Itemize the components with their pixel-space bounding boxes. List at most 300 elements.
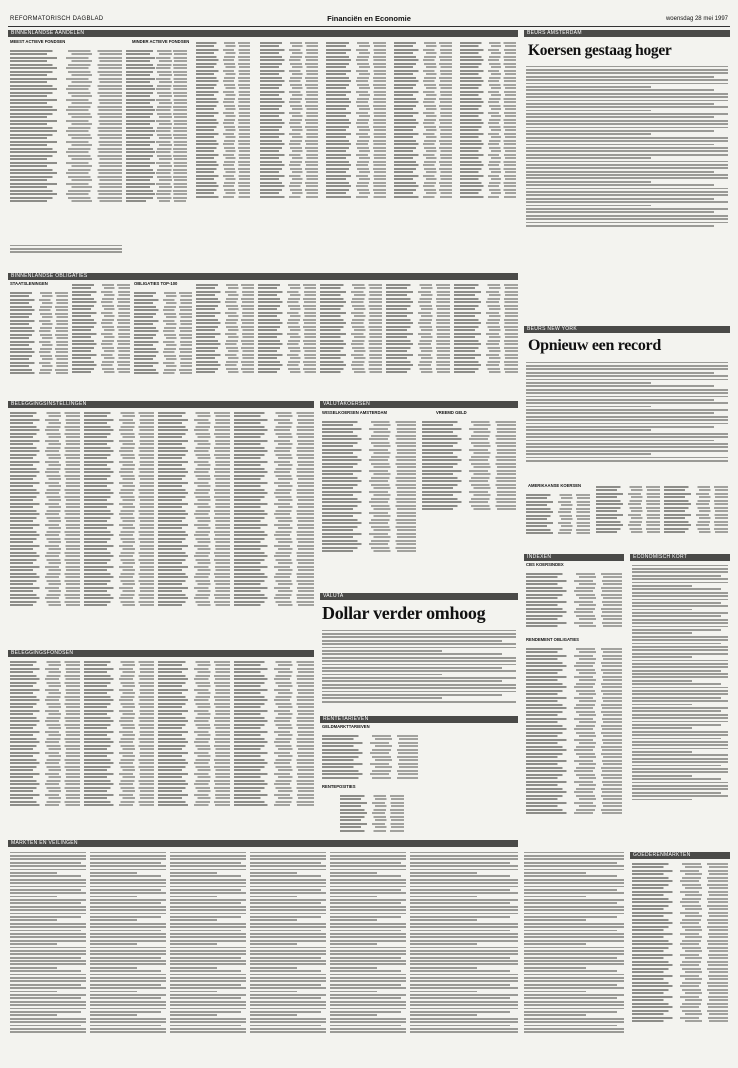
text-line bbox=[524, 970, 617, 972]
table-row bbox=[322, 515, 416, 517]
table-row bbox=[326, 140, 386, 142]
table-row bbox=[158, 661, 230, 663]
table-row bbox=[454, 312, 518, 314]
table-row bbox=[632, 915, 728, 917]
table-row bbox=[326, 49, 386, 51]
table-title-wisselkoersen: WISSELKOERSEN AMSTERDAM bbox=[322, 410, 387, 415]
text-line bbox=[250, 919, 297, 921]
table-row bbox=[132, 81, 187, 83]
table-row bbox=[10, 527, 80, 529]
text-line bbox=[330, 892, 406, 894]
table-row bbox=[460, 154, 516, 156]
table-row bbox=[84, 804, 154, 806]
text-line bbox=[410, 957, 510, 959]
table-row bbox=[320, 371, 382, 373]
table-row bbox=[386, 333, 450, 335]
table-row bbox=[632, 919, 728, 921]
text-line bbox=[410, 1031, 518, 1033]
table-row bbox=[10, 67, 122, 69]
table-row bbox=[234, 562, 314, 564]
table-row bbox=[84, 527, 154, 529]
text-line bbox=[90, 852, 166, 854]
table-row bbox=[596, 486, 660, 488]
text-line bbox=[330, 919, 377, 921]
text-line bbox=[410, 930, 510, 932]
table-row bbox=[234, 471, 314, 473]
table-row bbox=[72, 333, 130, 335]
table-row bbox=[10, 92, 122, 94]
text-line bbox=[250, 886, 326, 888]
table-row bbox=[158, 783, 230, 785]
table-row bbox=[84, 734, 154, 736]
text-line bbox=[330, 994, 406, 996]
text-line bbox=[10, 984, 81, 986]
table-row bbox=[84, 755, 154, 757]
table-row bbox=[326, 52, 386, 54]
table-row bbox=[460, 52, 516, 54]
text-line bbox=[10, 943, 57, 945]
table-row bbox=[526, 749, 622, 751]
table-row bbox=[10, 720, 80, 722]
text-line bbox=[250, 889, 321, 891]
table-row bbox=[234, 590, 314, 592]
table-row bbox=[422, 494, 516, 496]
table-row bbox=[132, 127, 187, 129]
table-row bbox=[234, 776, 314, 778]
table-row bbox=[460, 122, 516, 124]
table-row bbox=[326, 185, 386, 187]
table-row bbox=[10, 541, 80, 543]
text-line bbox=[170, 1025, 241, 1027]
table-row bbox=[10, 524, 80, 526]
table-row bbox=[10, 71, 122, 73]
table-row bbox=[322, 449, 416, 451]
text-line bbox=[250, 865, 326, 867]
table-row bbox=[632, 1017, 728, 1019]
table-row bbox=[234, 513, 314, 515]
table-row bbox=[72, 368, 130, 370]
table-row bbox=[234, 569, 314, 571]
text-line bbox=[322, 684, 516, 686]
table-row bbox=[10, 454, 80, 456]
text-line bbox=[322, 650, 442, 652]
table-row bbox=[158, 471, 230, 473]
text-line bbox=[632, 717, 728, 719]
text-line bbox=[170, 957, 241, 959]
table-row bbox=[394, 42, 452, 44]
table-row bbox=[454, 364, 518, 366]
table-row bbox=[158, 426, 230, 428]
text-line bbox=[524, 1004, 624, 1006]
table-row bbox=[460, 171, 516, 173]
table-title-geldmarkt: GELDMARKTTARIEVEN bbox=[322, 724, 370, 729]
table-row bbox=[158, 433, 230, 435]
table-row bbox=[386, 301, 450, 303]
text-line bbox=[526, 372, 714, 374]
table-row bbox=[386, 322, 450, 324]
table-row bbox=[196, 301, 254, 303]
table-row bbox=[460, 126, 516, 128]
index-table-1 bbox=[526, 571, 622, 637]
table-row bbox=[10, 426, 80, 428]
table-row bbox=[526, 594, 622, 596]
table-row bbox=[386, 326, 450, 328]
table-row bbox=[84, 724, 154, 726]
table-row bbox=[632, 1006, 728, 1008]
table-row bbox=[460, 178, 516, 180]
text-line bbox=[632, 782, 728, 784]
table-row bbox=[84, 552, 154, 554]
table-title-vreemd-geld: VREEMD GELD bbox=[436, 410, 467, 415]
text-line bbox=[524, 987, 624, 989]
stock-table-col-2 bbox=[132, 48, 187, 238]
text-line bbox=[526, 399, 714, 401]
table-row bbox=[394, 129, 452, 131]
table-row bbox=[326, 150, 386, 152]
table-row bbox=[260, 56, 318, 58]
table-row bbox=[196, 73, 250, 75]
table-row bbox=[320, 319, 382, 321]
table-row bbox=[386, 340, 450, 342]
table-row bbox=[10, 485, 80, 487]
table-row bbox=[158, 724, 230, 726]
text-line bbox=[632, 609, 692, 611]
table-row bbox=[326, 192, 386, 194]
table-row bbox=[322, 752, 418, 754]
table-row bbox=[260, 171, 318, 173]
table-row bbox=[632, 1003, 728, 1005]
table-row bbox=[322, 477, 416, 479]
table-row bbox=[526, 802, 622, 804]
text-line bbox=[632, 761, 728, 763]
text-line bbox=[10, 889, 81, 891]
table-row bbox=[10, 531, 80, 533]
table-row bbox=[234, 741, 314, 743]
table-row bbox=[10, 429, 80, 431]
text-line bbox=[250, 940, 326, 942]
text-line bbox=[250, 980, 326, 982]
table-row bbox=[340, 826, 404, 828]
table-row bbox=[632, 863, 728, 865]
text-line bbox=[632, 676, 728, 678]
table-row bbox=[234, 724, 314, 726]
table-row bbox=[84, 773, 154, 775]
table-row bbox=[84, 450, 154, 452]
table-row bbox=[158, 604, 230, 606]
table-row bbox=[132, 183, 187, 185]
table-row bbox=[132, 148, 187, 150]
table-row bbox=[526, 587, 622, 589]
table-row bbox=[454, 319, 518, 321]
table-row bbox=[596, 510, 660, 512]
section-bar-valutakoersen: VALUTAKOERSEN bbox=[320, 401, 518, 408]
table-row bbox=[158, 780, 230, 782]
table-row bbox=[132, 57, 187, 59]
table-title-rendement: RENDEMENT OBLIGATIES bbox=[526, 637, 579, 642]
table-row bbox=[340, 816, 404, 818]
text-line bbox=[526, 106, 728, 108]
table-row bbox=[10, 710, 80, 712]
table-row bbox=[234, 576, 314, 578]
table-row bbox=[10, 790, 80, 792]
table-row bbox=[10, 351, 68, 353]
table-row bbox=[234, 675, 314, 677]
text-line bbox=[526, 140, 728, 142]
table-row bbox=[84, 576, 154, 578]
table-row bbox=[632, 1013, 728, 1015]
section-bar-obligaties: BINNENLANDSE OBLIGATIES bbox=[8, 273, 518, 280]
table-row bbox=[526, 573, 622, 575]
text-line bbox=[526, 389, 728, 391]
table-row bbox=[526, 746, 622, 748]
table-row bbox=[454, 354, 518, 356]
table-row bbox=[196, 115, 250, 117]
table-row bbox=[260, 112, 318, 114]
table-row bbox=[526, 742, 622, 744]
text-line bbox=[524, 865, 624, 867]
text-line bbox=[170, 947, 246, 949]
table-row bbox=[632, 943, 728, 945]
table-row bbox=[632, 975, 728, 977]
text-line bbox=[170, 865, 246, 867]
table-row bbox=[10, 594, 80, 596]
bond-table-col-3 bbox=[134, 290, 192, 392]
table-row bbox=[10, 534, 80, 536]
section-title: Financiën en Economie bbox=[327, 14, 411, 23]
table-row bbox=[158, 475, 230, 477]
table-row bbox=[260, 63, 318, 65]
table-row bbox=[158, 710, 230, 712]
table-row bbox=[10, 306, 68, 308]
table-row bbox=[322, 547, 416, 549]
text-line bbox=[524, 997, 617, 999]
table-row bbox=[10, 165, 122, 167]
text-line bbox=[90, 991, 137, 993]
text-line bbox=[250, 855, 326, 857]
text-line bbox=[170, 1008, 246, 1010]
table-row bbox=[320, 287, 382, 289]
table-row bbox=[10, 587, 80, 589]
table-row bbox=[422, 487, 516, 489]
table-row bbox=[454, 305, 518, 307]
table-row bbox=[322, 487, 416, 489]
table-row bbox=[234, 450, 314, 452]
table-row bbox=[422, 498, 516, 500]
text-line bbox=[330, 943, 377, 945]
text-line bbox=[170, 862, 241, 864]
table-row bbox=[526, 788, 622, 790]
table-row bbox=[10, 134, 122, 136]
table-row bbox=[158, 720, 230, 722]
text-line bbox=[632, 744, 728, 746]
us-table-col-3 bbox=[664, 484, 728, 540]
text-line bbox=[90, 1018, 166, 1020]
table-row bbox=[196, 308, 254, 310]
table-row bbox=[326, 196, 386, 198]
table-row bbox=[10, 341, 68, 343]
table-row bbox=[234, 524, 314, 526]
table-row bbox=[322, 445, 416, 447]
text-line bbox=[330, 902, 401, 904]
text-line bbox=[526, 402, 728, 404]
table-row bbox=[158, 794, 230, 796]
table-title-obligaties-top: OBLIGATIES TOP-100 bbox=[134, 281, 178, 286]
text-line bbox=[90, 923, 166, 925]
text-line bbox=[410, 987, 518, 989]
table-row bbox=[460, 101, 516, 103]
text-line bbox=[526, 123, 728, 125]
table-row bbox=[132, 193, 187, 195]
table-row bbox=[72, 305, 130, 307]
text-line bbox=[90, 936, 166, 938]
table-row bbox=[132, 141, 187, 143]
table-row bbox=[72, 361, 130, 363]
table-row bbox=[422, 505, 516, 507]
table-row bbox=[84, 752, 154, 754]
table-row bbox=[84, 461, 154, 463]
table-row bbox=[322, 424, 416, 426]
table-row bbox=[258, 315, 316, 317]
table-row bbox=[460, 140, 516, 142]
table-row bbox=[386, 347, 450, 349]
table-row bbox=[234, 604, 314, 606]
text-line bbox=[170, 1031, 246, 1033]
table-row bbox=[386, 343, 450, 345]
table-row bbox=[10, 102, 122, 104]
table-row bbox=[10, 99, 122, 101]
table-row bbox=[320, 326, 382, 328]
table-row bbox=[394, 87, 452, 89]
table-row bbox=[10, 738, 80, 740]
table-row bbox=[320, 305, 382, 307]
table-row bbox=[132, 190, 187, 192]
table-row bbox=[394, 45, 452, 47]
table-row bbox=[526, 725, 622, 727]
text-line bbox=[410, 947, 518, 949]
table-row bbox=[84, 748, 154, 750]
text-line bbox=[410, 997, 510, 999]
markets-text-col-1 bbox=[10, 850, 86, 1050]
table-row bbox=[322, 491, 416, 493]
text-line bbox=[526, 436, 728, 438]
text-line bbox=[632, 680, 692, 682]
table-row bbox=[10, 447, 80, 449]
table-row bbox=[422, 480, 516, 482]
text-line bbox=[10, 1018, 86, 1020]
text-line bbox=[524, 858, 624, 860]
table-row bbox=[196, 364, 254, 366]
text-line bbox=[250, 913, 326, 915]
table-row bbox=[158, 576, 230, 578]
table-row bbox=[260, 108, 318, 110]
text-line bbox=[322, 636, 516, 638]
text-line bbox=[322, 674, 442, 676]
text-line bbox=[170, 892, 246, 894]
table-row bbox=[322, 773, 418, 775]
table-row bbox=[526, 676, 622, 678]
text-line bbox=[526, 69, 728, 71]
text-line bbox=[10, 909, 86, 911]
table-row bbox=[322, 508, 416, 510]
text-line bbox=[10, 879, 86, 881]
table-row bbox=[158, 678, 230, 680]
table-row bbox=[158, 415, 230, 417]
table-row bbox=[322, 738, 418, 740]
table-row bbox=[322, 522, 416, 524]
table-row bbox=[454, 291, 518, 293]
text-line bbox=[410, 862, 510, 864]
text-line bbox=[526, 368, 728, 370]
text-line bbox=[524, 1001, 624, 1003]
text-line bbox=[410, 889, 510, 891]
table-row bbox=[526, 683, 622, 685]
table-row bbox=[234, 475, 314, 477]
text-line bbox=[250, 957, 321, 959]
table-row bbox=[326, 119, 386, 121]
table-row bbox=[386, 312, 450, 314]
table-row bbox=[322, 550, 416, 552]
table-row bbox=[422, 449, 516, 451]
table-row bbox=[10, 576, 80, 578]
text-line bbox=[330, 1018, 406, 1020]
table-row bbox=[454, 326, 518, 328]
table-row bbox=[158, 734, 230, 736]
table-row bbox=[10, 762, 80, 764]
table-row bbox=[84, 689, 154, 691]
table-row bbox=[10, 344, 68, 346]
table-row bbox=[10, 776, 80, 778]
table-row bbox=[260, 59, 318, 61]
table-row bbox=[158, 597, 230, 599]
table-row bbox=[234, 415, 314, 417]
text-line bbox=[632, 714, 728, 716]
table-row bbox=[260, 136, 318, 138]
text-line bbox=[90, 977, 166, 979]
table-row bbox=[526, 774, 622, 776]
text-line bbox=[250, 1004, 326, 1006]
table-row bbox=[158, 755, 230, 757]
table-row bbox=[260, 122, 318, 124]
table-row bbox=[460, 70, 516, 72]
table-row bbox=[132, 74, 187, 76]
table-row bbox=[320, 312, 382, 314]
table-row bbox=[234, 489, 314, 491]
table-row bbox=[234, 755, 314, 757]
table-row bbox=[196, 168, 250, 170]
table-row bbox=[526, 622, 622, 624]
table-row bbox=[10, 369, 68, 371]
table-row bbox=[260, 150, 318, 152]
text-line bbox=[170, 997, 241, 999]
text-line bbox=[170, 963, 246, 965]
text-line bbox=[524, 923, 624, 925]
table-row bbox=[196, 368, 254, 370]
section-bar-indexen: INDEXEN bbox=[524, 554, 624, 561]
text-line bbox=[526, 457, 728, 459]
table-row bbox=[320, 340, 382, 342]
text-line bbox=[322, 687, 516, 689]
text-line bbox=[90, 967, 137, 969]
text-line bbox=[526, 419, 728, 421]
table-row bbox=[260, 178, 318, 180]
headline-new-york: Opnieuw een record bbox=[528, 337, 661, 354]
table-row bbox=[460, 87, 516, 89]
table-title-staatsleningen: STAATSLENINGEN bbox=[10, 281, 48, 286]
text-line bbox=[524, 909, 624, 911]
table-row bbox=[10, 193, 122, 195]
text-line bbox=[10, 875, 81, 877]
table-row bbox=[386, 284, 450, 286]
